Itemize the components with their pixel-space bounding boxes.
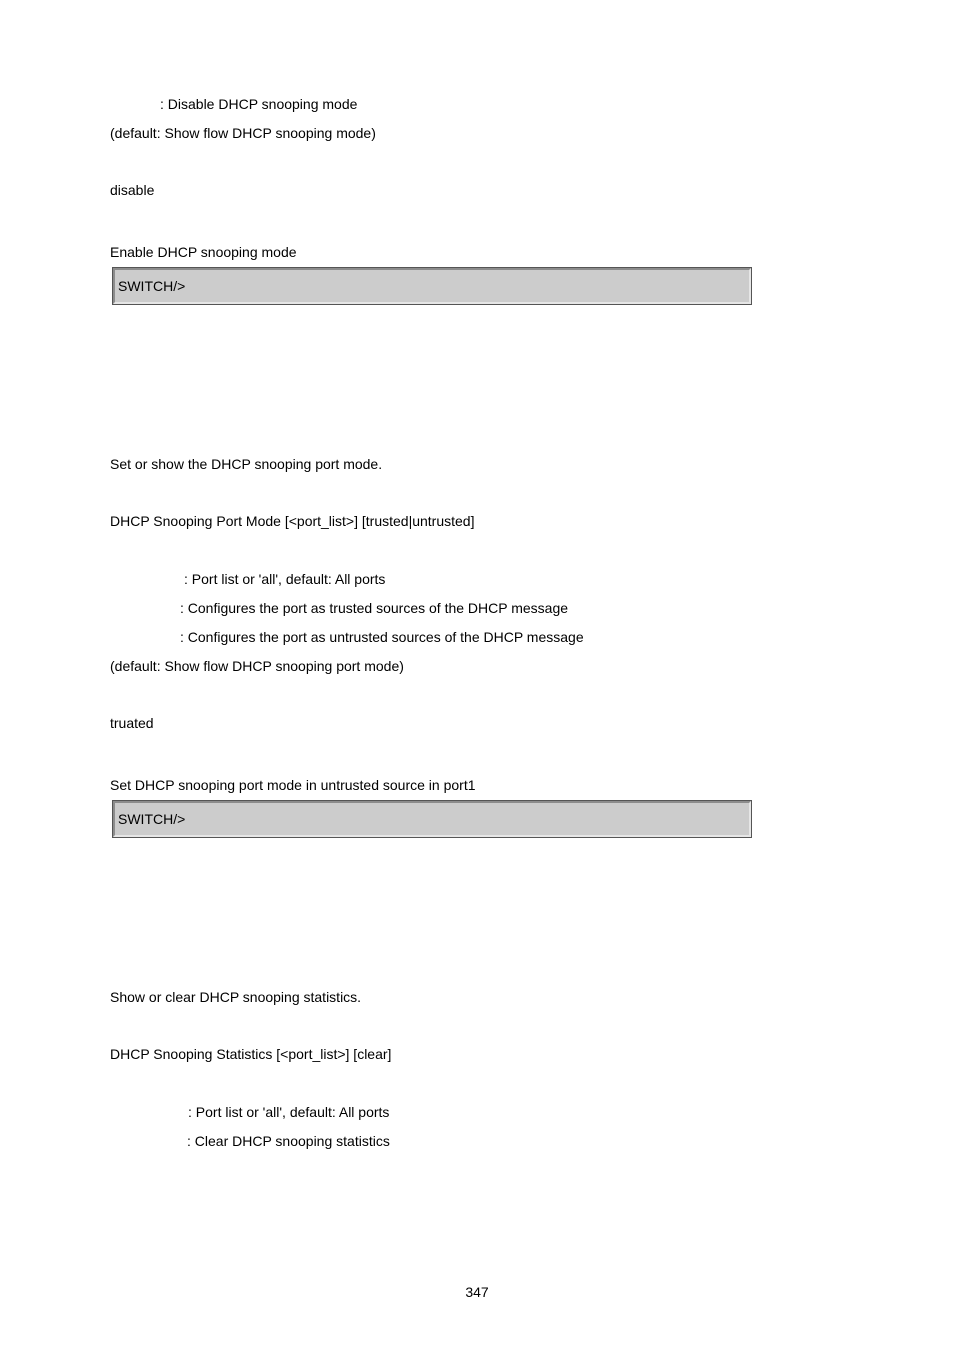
default-note: (default: Show flow DHCP snooping port mode) — [110, 658, 404, 674]
command-prompt: SWITCH/> — [118, 278, 186, 294]
section-description: Set or show the DHCP snooping port mode. — [110, 456, 383, 472]
default-value: truated — [110, 715, 154, 731]
default-value: disable — [110, 182, 155, 198]
command-syntax: DHCP Snooping Port Mode [<port_list>] [trusted|untrusted] — [110, 513, 475, 529]
param-disable-desc: : Disable DHCP snooping mode — [160, 96, 358, 112]
param-trusted-desc: : Configures the port as trusted sources of the DHCP message — [180, 600, 569, 616]
param-clear-desc: : Clear DHCP snooping statistics — [187, 1133, 390, 1149]
default-note: (default: Show flow DHCP snooping mode) — [110, 125, 376, 141]
command-example-box — [113, 268, 751, 304]
param-untrusted-desc: : Configures the port as untrusted sources of the DHCP message — [180, 629, 584, 645]
example-title: Enable DHCP snooping mode — [110, 244, 297, 260]
param-port-list-desc: : Port list or 'all', default: All ports — [188, 1104, 390, 1120]
command-example-box — [113, 801, 751, 837]
command-syntax: DHCP Snooping Statistics [<port_list>] [clear] — [110, 1046, 392, 1062]
page-number: 347 — [465, 1284, 489, 1300]
example-title: Set DHCP snooping port mode in untrusted source in port1 — [110, 777, 476, 793]
param-port-list-desc: : Port list or 'all', default: All ports — [184, 571, 386, 587]
section-description: Show or clear DHCP snooping statistics. — [110, 989, 362, 1005]
command-prompt: SWITCH/> — [118, 811, 186, 827]
